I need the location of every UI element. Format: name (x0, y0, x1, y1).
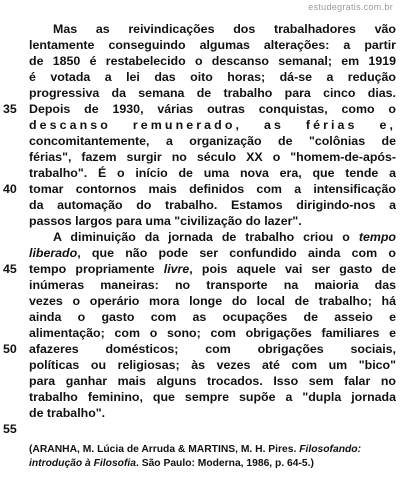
text-line: é votada a lei das oito horas; dá-se a redução (29, 70, 396, 84)
line-number: 35 (3, 102, 17, 116)
line-number: 45 (3, 262, 17, 276)
line-number: 40 (3, 182, 17, 196)
text-line: A diminuição da jornada de trabalho criou o tempo (53, 230, 396, 244)
site-watermark: estudegratis.com.br (308, 2, 393, 12)
text-line: políticas ou religiosas; às vezes até com um "bico" (29, 358, 396, 372)
text-line: férias", fazem surgir no século XX o "homem-de-após- (29, 150, 396, 164)
text-line: trabalho". É o início de uma nova era, que tende a (29, 166, 396, 180)
text-line: passos largos para uma "civilização do lazer". (29, 214, 302, 228)
text-line: liberado, que não pode ser confundido ainda com o (29, 246, 396, 260)
line-number: 55 (3, 422, 17, 436)
citation-line: (ARANHA, M. Lúcia de Arruda & MARTINS, M. H. Pires. Filosofando: (29, 444, 362, 455)
text-line: descanso remunerado, as férias e, (29, 118, 396, 132)
text-line: de trabalho". (29, 406, 106, 420)
text-line: tomar contornos mais definidos com a intensificação (29, 182, 396, 196)
text-line: alimentação; com o sono; com obrigações familiares e (29, 326, 396, 340)
text-line: lentamente conseguindo algumas alterações: a partir (29, 38, 396, 52)
text-line: de 1850 é restabelecido o descanso semanal; em 1919 (29, 54, 396, 68)
text-line: afazeres domésticos; com obrigações sociais, (29, 342, 396, 356)
text-line: Mas as reivindicações dos trabalhadores vão (53, 22, 396, 36)
text-line: para ganhar mais alguns trocados. Isso sem falar no (29, 374, 396, 388)
text-line: tempo propriamente livre, pois aquele vai ser gasto de (29, 262, 396, 276)
text-line: inúmeras maneiras: no transporte na maioria das (29, 278, 396, 292)
citation-line: introdução à Filosofia. São Paulo: Moderna, 1986, p. 64-5.) (29, 458, 314, 469)
text-line: da automação do trabalho. Estamos dirigindo-nos a (29, 198, 396, 212)
text-line: vezes o operário mora longe do local de trabalho; há (29, 294, 396, 308)
text-line: ainda o gasto com as ocupações de asseio e (29, 310, 396, 324)
text-line: concomitantemente, a organização de "colônias de (29, 134, 396, 148)
line-number: 50 (3, 342, 17, 356)
text-line: trabalho feminino, que sempre supõe a "dupla jornada (29, 390, 396, 404)
text-line: Depois de 1930, várias outras conquistas, como o (29, 102, 396, 116)
text-line: progressiva da semana de trabalho para cinco dias. (29, 86, 396, 100)
